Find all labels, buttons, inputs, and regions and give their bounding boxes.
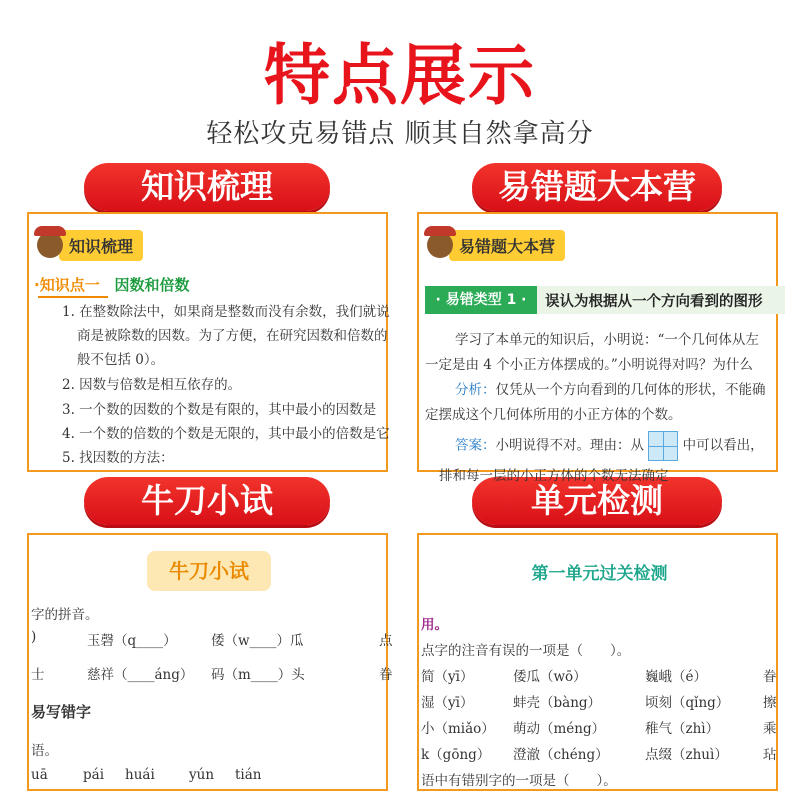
question-line: 字的拼音。 [31,607,99,623]
cell: ) [31,629,37,645]
section-pill-unit-test: 单元检测 [472,477,722,525]
cell: 士 [31,667,45,683]
cell: 慈祥（____áng） [87,667,194,683]
cell: 巍峨（é） [645,669,707,685]
page-title: 特点展示 [264,37,536,114]
text-line: 定摆成这个几何体所用的小正方体的个数。 [425,407,682,423]
section-pill-knowledge: 知识梳理 [84,163,330,211]
answer-label: 答案： [455,437,496,454]
section-pill-practice: 牛刀小试 [84,477,330,525]
cell: 倭瓜（wō） [513,669,587,685]
analysis-label: 分析： [455,382,496,398]
mistake-type-bar [425,286,785,314]
cell: 萌动（méng） [513,721,606,737]
unit-test-title: 第一单元过关检测 [531,564,668,584]
pinyin: uā [31,767,48,783]
knowledge-point-heading: ·知识点一 因数和倍数 [34,274,190,295]
cell: 玷 [763,747,777,763]
text-line: 商是被除数的因数。为了方便，在研究因数和倍数的 [77,328,388,344]
text-line: 2. 因数与倍数是相互依存的。 [62,377,242,393]
section-note: 用。 [421,617,448,633]
unit-test-panel [417,533,778,791]
pinyin: huái [125,767,155,783]
text-line: 学习了本单元的知识后，小明说：“一个几何体从左 [455,332,759,348]
text-line: 排和每一层的小正方体的个数无法确定 [439,468,669,484]
underline-decor [38,296,108,298]
text-line: 1. 在整数除法中，如果商是整数而没有余数，我们就说 [62,304,390,320]
cell: 擦 [763,695,777,711]
cell: k（gōng） [421,747,491,763]
section-pill-mistakes: 易错题大本营 [472,163,722,211]
text-line: 般不包括 0）。 [77,352,165,368]
knowledge-badge: 知识梳理 [37,228,143,262]
mistake-type-tag: · 易错类型 1 · [425,286,537,314]
cube-view-icon [648,431,678,461]
text-line: 4. 一个数的倍数的个数是无限的，其中最小的倍数是它 [62,426,390,442]
cell: 眷 [379,667,393,683]
cell: 点 [379,633,393,649]
bear-mascot-icon [37,232,63,258]
pinyin: yún [189,767,215,783]
mistakes-badge: 易错题大本营 [427,228,565,262]
question-line: 点字的注音有误的一项是（ ）。 [421,643,631,659]
cell: 蚌壳（bàng） [513,695,602,711]
question-line: 语。 [31,743,58,759]
text-line: 一定是由 4 个小正方体摆成的。”小明说得对吗？为什么 [425,357,753,373]
practice-badge: 牛刀小试 [147,551,271,591]
section-heading: 易写错字 [31,703,92,721]
cell: 顷刻（qǐng） [645,695,730,711]
cell: 倭（w____）瓜 [211,633,304,649]
cell: 稚气（zhì） [645,721,720,737]
analysis-line: 分析：仅凭从一个方向看到的几何体的形状，不能确 [455,382,766,398]
cell: 湿（yī） [421,695,474,711]
cell: 小（miǎo） [421,721,495,737]
cell: 玉磬（q____） [87,633,177,649]
answer-line: 答案：小明说得不对。理由：从 中可以看出， [455,431,764,461]
cell: 点缀（zhuì） [645,747,728,763]
cell: 简（yī） [421,669,474,685]
mistake-type-title: 误认为根据从一个方向看到的图形 [545,294,763,310]
practice-panel [27,533,393,791]
bear-mascot-icon [427,232,453,258]
text-line: 5. 找因数的方法： [62,450,174,466]
text-line: 3. 一个数的因数的个数是有限的，其中最小的因数是 [62,402,377,418]
cell: 乘 [763,721,777,737]
page-subtitle: 轻松攻克易错点 顺其自然拿高分 [206,119,594,149]
cell: 眷 [763,669,777,685]
cell: 澄澈（chéng） [513,747,609,763]
question-line: 语中有错别字的一项是（ ）。 [421,773,617,789]
knowledge-panel [27,212,388,472]
cell: 码（m____）头 [211,667,305,683]
pinyin: pái [83,767,105,783]
pinyin: tián [235,767,262,783]
mistakes-panel [417,212,778,484]
